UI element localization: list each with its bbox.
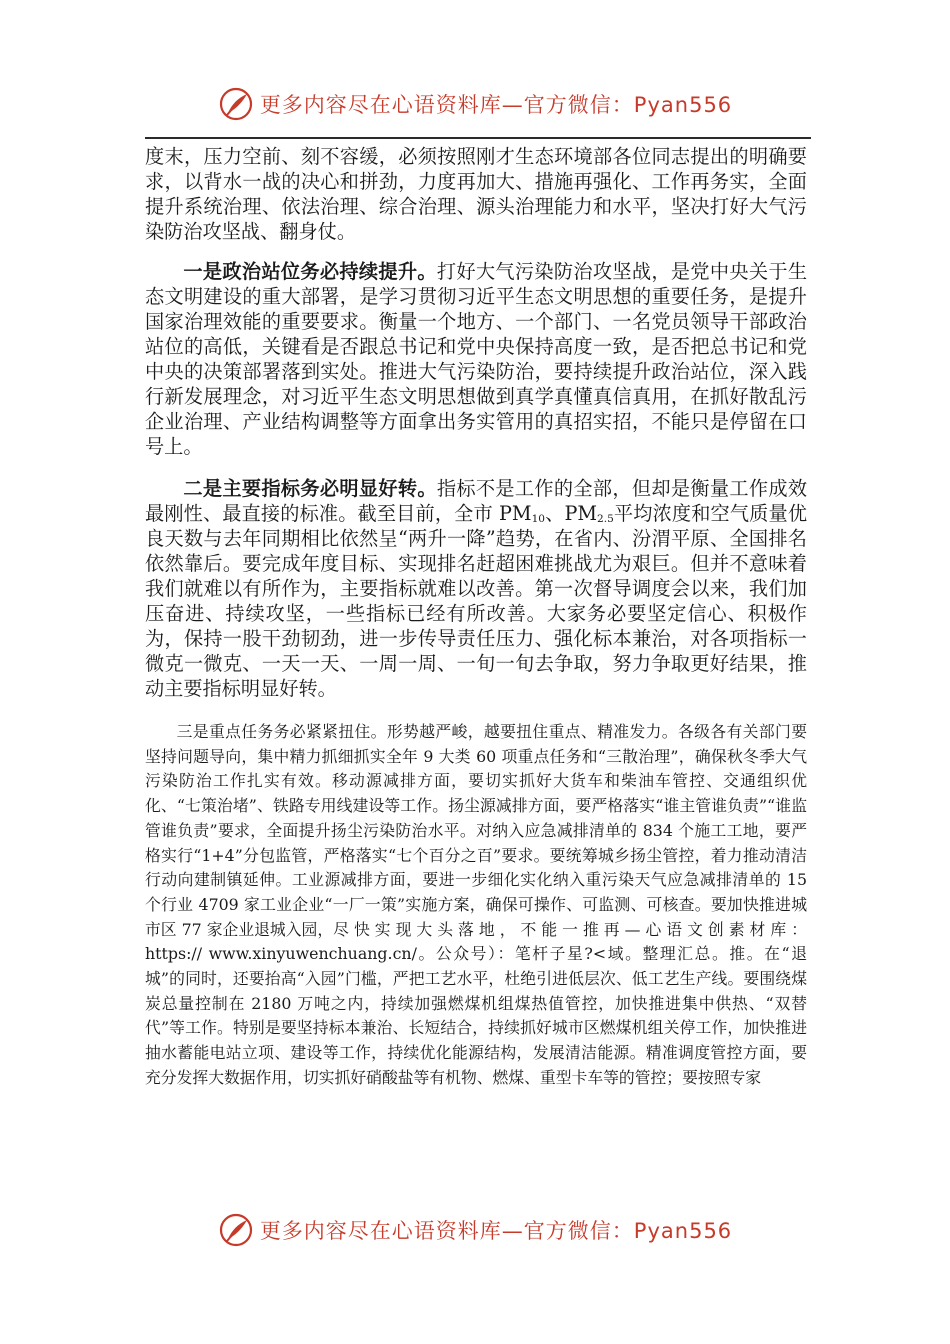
footer-banner-text: 更多内容尽在心语资料库—官方微信：Pyan556 [259, 1219, 733, 1243]
header-banner [0, 84, 950, 124]
paragraph-political-stance [145, 259, 807, 459]
subscript: 10 [531, 513, 545, 526]
document-body [145, 144, 807, 1091]
subscript: 2.5 [597, 513, 614, 526]
paragraph-key-indicators [145, 476, 807, 701]
quill-logo-icon [218, 86, 254, 122]
paragraph-key-tasks: 三是重点任务务必紧紧扭住。形势越严峻，越要扭住重点、精准发力。各级各有关部门要坚持问题导向，集中精力抓细抓实全年 9 大类 60 项重点任务和“三散治理”，确保秋冬季大气污染防治工作扎实有效。移动源减排方面，要切实抓好大货车和柴油车管控、交通组织优化、“七策治堵”、铁路专用线建设等工作。扬尘源减排方面，要严格落实“谁主管谁负责”“谁监管谁负责”要求，全面提升扬尘污染防治水平。对纳入应急减排清单的 834 个施工工地，要严格实行“1+4”分包监管，严格落实“七个百分之百”要求。要统筹城乡扬尘管控，着力推动清洁行动向建制镇延伸。工业源减排方面，要进一步细化实化纳入重污染天气应急减排清单的 15 个行业 4709 家工业企业“一厂一策”实施方案，确保可操作、可监测、可核查。要加快推进城市区 77 家企业退城入园，尽 快 实 现 大 头 落 地 ， 不 能 一 推 再 — 心 语 文 创 素 材 库 ： https:// www.xinyuwenchuang.cn/。公众号）：笔杆子星?<域。整理汇总。推。在“退城”的同时，还要抬高“入园”门槛，严把工艺水平，杜绝引进低层次、低工艺生产线。要围绕煤炭总量控制在 2180 万吨之内，持续加强燃煤机组煤热值管控，加快推进集中供热、“双替代”等工作。特别是要坚持标本兼治、长短结合，持续抓好城市区燃煤机组关停工作，加快推进抽水蓄能电站立项、建设等工作，持续优化能源结构，发展清洁能源。精准调度管控方面，要充分发挥大数据作用，切实抓好硝酸盐等有机物、燃煤、重型卡车等的管控；要按照专家 [145, 722, 807, 1087]
paragraph-body: 平均浓度和空气质量优良天数与去年同期相比依然呈“两升一降”趋势，在省内、汾渭平原、全国排名依然靠后。要完成年度目标、实现排名赶超困难挑战尤为艰巨。但并不意味着我们就难以有所作为，主要指标就难以改善。第一次督导调度会以来，我们加压奋进、持续攻坚，一些指标已经有所改善。大家务必要坚定信心、积极作为，保持一股干劲韧劲，进一步传导责任压力、强化标本兼治，对各项指标一微克一微克、一天一天、一周一周、一旬一旬去争取，努力争取更好结果，推动主要指标明显好转。 [145, 502, 808, 700]
paragraph-body: 、PM [545, 502, 598, 525]
quill-logo-icon [218, 1212, 254, 1248]
paragraph-lead: 二是主要指标务必明显好转。 [183, 477, 437, 500]
paragraph-lead: 一是政治站位务必持续提升。 [183, 260, 437, 283]
paragraph-body: 指标不是工作的全部，但却是衡量工作成效最刚性、最直接的标准。截至目前，全市 PM [145, 477, 808, 525]
header-banner-text: 更多内容尽在心语资料库—官方微信：Pyan556 [259, 93, 733, 117]
footer-banner [0, 1210, 950, 1250]
header-divider [145, 137, 811, 139]
paragraph-continuation: 度末，压力空前、刻不容缓，必须按照刚才生态环境部各位同志提出的明确要求，以背水一战的决心和拼劲，力度再加大、措施再强化、工作再务实，全面提升系统治理、依法治理、综合治理、源头治理能力和水平，坚决打好大气污染防治攻坚战、翻身仗。 [145, 145, 807, 243]
paragraph-body: 打好大气污染防治攻坚战，是党中央关于生态文明建设的重大部署，是学习贯彻习近平生态文明思想的重要任务，是提升国家治理效能的重要要求。衡量一个地方、一个部门、一名党员领导干部政治站位的高低，关键看是否跟总书记和党中央保持高度一致，是否把总书记和党中央的决策部署落到实处。推进大气污染防治，要持续提升政治站位，深入践行新发展理念，对习近平生态文明思想做到真学真懂真信真用，在抓好散乱污企业治理、产业结构调整等方面拿出务实管用的真招实招，不能只是停留在口号上。 [145, 260, 808, 458]
